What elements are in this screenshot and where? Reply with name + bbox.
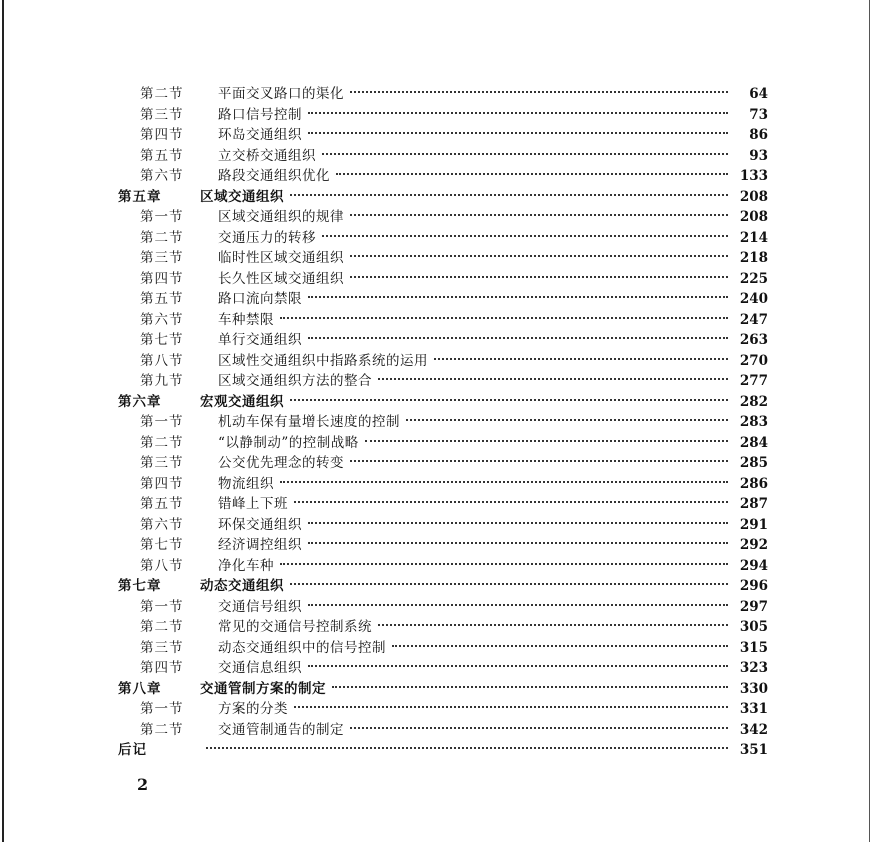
toc-entry-title: “以静制动”的控制战略 [218, 434, 359, 451]
toc-entry-title: 交通管制通告的制定 [218, 721, 344, 738]
toc-entry-label: 第五节 [140, 147, 184, 164]
toc-section-row [118, 146, 768, 167]
toc-entry-label: 第四节 [140, 270, 184, 287]
dot-leader [350, 727, 728, 729]
dot-leader [350, 276, 728, 278]
dot-leader [280, 563, 728, 565]
toc-entry-title: 单行交通组织 [218, 332, 302, 348]
toc-entry-label: 第六章 [118, 393, 162, 410]
toc-entry-label: 后记 [118, 742, 147, 758]
toc-chapter-row [118, 187, 768, 208]
toc-section-row [118, 474, 768, 495]
toc-entry-page: 294 [739, 557, 768, 574]
dot-leader [280, 481, 728, 483]
toc-entry-title: 区域交通组织的规律 [218, 209, 344, 225]
toc-entry-title: 公交优先理念的转变 [218, 455, 344, 471]
dot-leader [308, 337, 728, 339]
toc-entry-label: 第六节 [140, 168, 184, 184]
toc-entry-label: 第一节 [140, 209, 184, 225]
toc-entry-title: 平面交叉路口的渠化 [218, 86, 344, 102]
toc-entry-label: 第七节 [140, 537, 184, 553]
toc-entry-label: 第二节 [140, 86, 184, 102]
dot-leader [406, 419, 728, 421]
toc-entry-label: 第一节 [140, 414, 184, 430]
toc-entry-title: 常见的交通信号控制系统 [218, 619, 372, 635]
toc-entry-title: 长久性区域交通组织 [218, 270, 344, 287]
toc-section-row [118, 515, 768, 536]
toc-entry-page: 218 [739, 250, 768, 266]
toc-entry-title: 净化车种 [218, 557, 274, 574]
toc-section-row [118, 617, 768, 638]
toc-entry-label: 第八章 [118, 680, 162, 697]
toc-entry-title: 车种禁限 [218, 311, 274, 328]
toc-section-row [118, 207, 768, 228]
toc-entry-title: 路段交通组织优化 [218, 168, 330, 184]
toc-entry-label: 第三节 [140, 639, 184, 656]
toc-section-row [118, 351, 768, 372]
toc-section-row [118, 720, 768, 741]
toc-entry-page: 305 [739, 619, 768, 635]
toc-entry-label: 第八节 [140, 557, 184, 574]
toc-chapter-row [118, 576, 768, 597]
toc-section-row [118, 556, 768, 577]
toc-entry-page: 292 [739, 537, 768, 553]
toc-entry-title: 宏观交通组织 [200, 393, 284, 410]
dot-leader [332, 686, 728, 688]
toc-entry-title: 路口信号控制 [218, 106, 302, 123]
toc-entry-page: 225 [739, 270, 768, 287]
toc-section-row [118, 228, 768, 249]
toc-entry-page: 286 [739, 475, 768, 492]
toc-entry-page: 133 [739, 168, 768, 184]
toc-entry-page: 73 [749, 106, 768, 123]
dot-leader [308, 112, 728, 114]
toc-section-row [118, 125, 768, 146]
toc-entry-page: 214 [739, 229, 768, 246]
toc-entry-page: 247 [739, 311, 768, 328]
toc-entry-label: 第三节 [140, 250, 184, 266]
toc-entry-label: 第二节 [140, 721, 184, 738]
toc-entry-label: 第四节 [140, 475, 184, 492]
table-of-contents [118, 84, 768, 761]
dot-leader [206, 747, 728, 749]
toc-entry-page: 208 [739, 209, 768, 225]
toc-entry-title: 交通信息组织 [218, 660, 302, 676]
toc-entry-label: 第一节 [140, 701, 184, 717]
toc-entry-page: 351 [739, 742, 768, 758]
toc-entry-page: 323 [739, 660, 768, 676]
dot-leader [290, 583, 728, 585]
toc-entry-label: 第八节 [140, 352, 184, 369]
toc-entry-label: 第二节 [140, 229, 184, 246]
toc-entry-page: 263 [739, 332, 768, 348]
left-page-edge [2, 0, 4, 842]
dot-leader [434, 358, 728, 360]
toc-entry-title: 交通压力的转移 [218, 229, 316, 246]
toc-entry-title: 物流组织 [218, 475, 274, 492]
toc-section-row [118, 535, 768, 556]
toc-section-row [118, 248, 768, 269]
toc-entry-title: 动态交通组织 [200, 578, 284, 594]
toc-entry-label: 第三节 [140, 455, 184, 471]
toc-entry-label: 第三节 [140, 106, 184, 123]
toc-section-row [118, 699, 768, 720]
toc-entry-title: 立交桥交通组织 [218, 147, 316, 164]
toc-entry-title: 路口流向禁限 [218, 291, 302, 307]
toc-chapter-row [118, 392, 768, 413]
dot-leader [378, 624, 728, 626]
dot-leader [350, 214, 728, 216]
toc-entry-label: 第四节 [140, 127, 184, 143]
toc-entry-page: 208 [739, 188, 768, 205]
dot-leader [322, 153, 728, 155]
toc-section-row [118, 289, 768, 310]
toc-section-row [118, 310, 768, 331]
dot-leader [290, 194, 728, 196]
dot-leader [308, 296, 728, 298]
dot-leader [308, 665, 728, 667]
toc-entry-title: 方案的分类 [218, 701, 288, 717]
page-number: 2 [137, 775, 149, 794]
dot-leader [290, 399, 728, 401]
dot-leader [308, 132, 728, 134]
toc-entry-page: 331 [739, 701, 768, 717]
toc-entry-title: 机动车保有量增长速度的控制 [218, 414, 400, 430]
dot-leader [350, 91, 728, 93]
toc-section-row [118, 371, 768, 392]
dot-leader [350, 460, 728, 462]
toc-entry-page: 284 [739, 434, 768, 451]
toc-entry-page: 270 [739, 352, 768, 369]
dot-leader [322, 235, 728, 237]
toc-entry-title: 交通信号组织 [218, 598, 302, 615]
toc-section-row [118, 269, 768, 290]
toc-entry-page: 93 [749, 147, 768, 164]
toc-section-row [118, 453, 768, 474]
toc-entry-page: 86 [749, 127, 768, 143]
dot-leader [392, 645, 728, 647]
toc-entry-label: 第六节 [140, 311, 184, 328]
toc-entry-label: 第四节 [140, 660, 184, 676]
toc-section-row [118, 166, 768, 187]
toc-entry-label: 第七章 [118, 578, 162, 594]
toc-entry-title: 区域交通组织方法的整合 [218, 373, 372, 389]
toc-entry-label: 第二节 [140, 434, 184, 451]
toc-section-row [118, 330, 768, 351]
dot-leader [308, 542, 728, 544]
dot-leader [336, 173, 728, 175]
dot-leader [294, 706, 728, 708]
toc-section-row [118, 638, 768, 659]
dot-leader [378, 378, 728, 380]
toc-section-row [118, 658, 768, 679]
toc-chapter-row [118, 679, 768, 700]
toc-entry-label: 第五章 [118, 188, 162, 205]
toc-entry-title: 经济调控组织 [218, 537, 302, 553]
dot-leader [365, 440, 728, 442]
toc-entry-page: 315 [739, 639, 768, 656]
toc-section-row [118, 105, 768, 126]
toc-entry-title: 错峰上下班 [218, 496, 288, 512]
dot-leader [308, 522, 728, 524]
dot-leader [308, 604, 728, 606]
toc-section-row [118, 494, 768, 515]
toc-entry-page: 287 [739, 496, 768, 512]
toc-entry-label: 第五节 [140, 496, 184, 512]
toc-entry-page: 330 [739, 680, 768, 697]
dot-leader [294, 501, 728, 503]
toc-entry-page: 64 [749, 86, 768, 102]
toc-entry-label: 第五节 [140, 291, 184, 307]
toc-entry-title: 区域性交通组织中指路系统的运用 [218, 352, 428, 369]
toc-entry-page: 285 [739, 455, 768, 471]
toc-entry-page: 282 [739, 393, 768, 410]
toc-entry-title: 环岛交通组织 [218, 127, 302, 143]
toc-entry-title: 动态交通组织中的信号控制 [218, 639, 386, 656]
toc-entry-page: 297 [739, 598, 768, 615]
toc-entry-title: 区域交通组织 [200, 188, 284, 205]
toc-entry-page: 283 [739, 414, 768, 430]
toc-section-row [118, 84, 768, 105]
toc-section-row [118, 597, 768, 618]
toc-entry-page: 342 [739, 721, 768, 738]
toc-entry-label: 第七节 [140, 332, 184, 348]
toc-entry-page: 240 [739, 291, 768, 307]
toc-entry-title: 环保交通组织 [218, 516, 302, 533]
toc-entry-title: 临时性区域交通组织 [218, 250, 344, 266]
toc-entry-label: 第一节 [140, 598, 184, 615]
toc-section-row [118, 433, 768, 454]
dot-leader [280, 317, 728, 319]
toc-entry-page: 291 [739, 516, 768, 533]
toc-entry-label: 第二节 [140, 619, 184, 635]
toc-entry-label: 第九节 [140, 373, 184, 389]
toc-section-row [118, 412, 768, 433]
toc-entry-title: 交通管制方案的制定 [200, 680, 326, 697]
toc-entry-page: 296 [739, 578, 768, 594]
toc-chapter-row [118, 740, 768, 761]
toc-entry-page: 277 [739, 373, 768, 389]
toc-entry-label: 第六节 [140, 516, 184, 533]
dot-leader [350, 255, 728, 257]
